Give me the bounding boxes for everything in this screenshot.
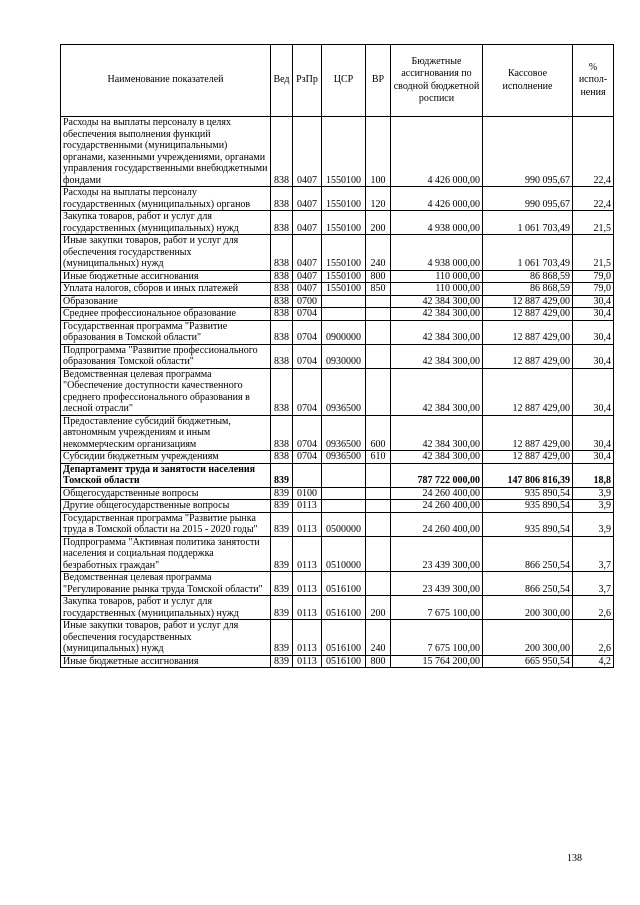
row-percent-cell: 2,6 — [573, 620, 614, 656]
row-csr-cell: 0930000 — [322, 344, 366, 368]
row-rzpr-cell: 0113 — [293, 572, 322, 596]
row-budget-cell: 24 260 400,00 — [391, 512, 483, 536]
row-ved-cell: 839 — [271, 512, 293, 536]
row-csr-cell: 1550100 — [322, 187, 366, 211]
row-csr-cell — [322, 295, 366, 308]
row-csr-cell: 0936500 — [322, 451, 366, 464]
row-vr-cell — [366, 368, 391, 415]
row-rzpr-cell: 0704 — [293, 308, 322, 321]
table-row — [61, 211, 614, 235]
row-rzpr-cell: 0407 — [293, 117, 322, 187]
row-cash-cell: 866 250,54 — [483, 572, 573, 596]
row-budget-cell: 42 384 300,00 — [391, 320, 483, 344]
row-budget-cell: 23 439 300,00 — [391, 536, 483, 572]
row-vr-cell — [366, 500, 391, 513]
row-percent-cell: 30,4 — [573, 415, 614, 451]
row-rzpr-cell: 0704 — [293, 415, 322, 451]
header-name: Наименование показателей — [61, 45, 271, 117]
row-rzpr-cell: 0407 — [293, 187, 322, 211]
row-rzpr-cell: 0704 — [293, 344, 322, 368]
row-ved-cell: 838 — [271, 187, 293, 211]
row-ved-cell: 838 — [271, 283, 293, 296]
row-name-cell: Департамент труда и занятости населения Томской области — [61, 463, 271, 487]
row-vr-cell — [366, 512, 391, 536]
budget-table-container — [60, 44, 613, 668]
header-row — [61, 45, 614, 117]
row-csr-cell: 1550100 — [322, 211, 366, 235]
row-percent-cell: 30,4 — [573, 320, 614, 344]
row-vr-cell: 800 — [366, 270, 391, 283]
table-row — [61, 512, 614, 536]
table-row — [61, 463, 614, 487]
row-name-cell: Ведомственная целевая программа "Обеспечение доступности качественного среднего профессионального образования в лесной отрасли" — [61, 368, 271, 415]
row-budget-cell: 15 764 200,00 — [391, 655, 483, 668]
row-percent-cell: 3,9 — [573, 487, 614, 500]
row-vr-cell: 600 — [366, 415, 391, 451]
row-budget-cell: 4 426 000,00 — [391, 187, 483, 211]
row-percent-cell: 30,4 — [573, 344, 614, 368]
row-name-cell: Государственная программа "Развитие рынка труда в Томской области на 2015 - 2020 годы" — [61, 512, 271, 536]
row-csr-cell — [322, 463, 366, 487]
row-cash-cell: 1 061 703,49 — [483, 211, 573, 235]
table-row — [61, 500, 614, 513]
row-percent-cell: 3,7 — [573, 572, 614, 596]
row-percent-cell: 2,6 — [573, 596, 614, 620]
row-cash-cell: 12 887 429,00 — [483, 308, 573, 321]
row-name-cell: Иные закупки товаров, работ и услуг для обеспечения государственных (муниципальных) нужд — [61, 620, 271, 656]
row-rzpr-cell — [293, 463, 322, 487]
row-name-cell: Расходы на выплаты персоналу государственных (муниципальных) органов — [61, 187, 271, 211]
header-csr: ЦСР — [322, 45, 366, 117]
row-rzpr-cell: 0407 — [293, 283, 322, 296]
row-name-cell: Расходы на выплаты персоналу в целях обеспечения выполнения функций государственными (муниципальными) органами, казенными учреждениями, органами управления государственными внебюджетными фондами — [61, 117, 271, 187]
row-cash-cell: 665 950,54 — [483, 655, 573, 668]
row-percent-cell: 21,5 — [573, 211, 614, 235]
row-cash-cell: 935 890,54 — [483, 512, 573, 536]
row-csr-cell: 1550100 — [322, 270, 366, 283]
row-vr-cell: 200 — [366, 596, 391, 620]
row-budget-cell: 4 938 000,00 — [391, 235, 483, 271]
row-rzpr-cell: 0704 — [293, 451, 322, 464]
table-row — [61, 308, 614, 321]
row-ved-cell: 838 — [271, 308, 293, 321]
row-name-cell: Подпрограмма "Развитие профессионального образования Томской области" — [61, 344, 271, 368]
row-name-cell: Общегосударственные вопросы — [61, 487, 271, 500]
row-name-cell: Образование — [61, 295, 271, 308]
row-vr-cell — [366, 487, 391, 500]
table-row — [61, 451, 614, 464]
row-csr-cell — [322, 487, 366, 500]
row-percent-cell: 79,0 — [573, 283, 614, 296]
row-csr-cell: 1550100 — [322, 117, 366, 187]
row-csr-cell: 0516100 — [322, 596, 366, 620]
row-ved-cell: 839 — [271, 463, 293, 487]
row-csr-cell: 0900000 — [322, 320, 366, 344]
table-row — [61, 620, 614, 656]
row-cash-cell: 86 868,59 — [483, 283, 573, 296]
row-budget-cell: 42 384 300,00 — [391, 415, 483, 451]
row-name-cell: Ведомственная целевая программа "Регулирование рынка труда Томской области" — [61, 572, 271, 596]
row-cash-cell: 990 095,67 — [483, 117, 573, 187]
row-name-cell: Иные закупки товаров, работ и услуг для обеспечения государственных (муниципальных) нужд — [61, 235, 271, 271]
row-cash-cell: 147 806 816,39 — [483, 463, 573, 487]
row-rzpr-cell: 0704 — [293, 320, 322, 344]
row-name-cell: Иные бюджетные ассигнования — [61, 270, 271, 283]
page-number: 138 — [567, 853, 582, 864]
row-csr-cell — [322, 308, 366, 321]
row-ved-cell: 839 — [271, 572, 293, 596]
header-vr: ВР — [366, 45, 391, 117]
table-row — [61, 283, 614, 296]
row-budget-cell: 42 384 300,00 — [391, 368, 483, 415]
row-percent-cell: 30,4 — [573, 308, 614, 321]
header-cash-execution: Кассовое исполнение — [483, 45, 573, 117]
row-percent-cell: 18,8 — [573, 463, 614, 487]
table-row — [61, 572, 614, 596]
row-rzpr-cell: 0407 — [293, 211, 322, 235]
row-vr-cell: 800 — [366, 655, 391, 668]
row-ved-cell: 839 — [271, 655, 293, 668]
row-budget-cell: 110 000,00 — [391, 270, 483, 283]
row-rzpr-cell: 0407 — [293, 270, 322, 283]
row-ved-cell: 838 — [271, 117, 293, 187]
row-ved-cell: 839 — [271, 536, 293, 572]
row-ved-cell: 838 — [271, 235, 293, 271]
row-vr-cell — [366, 536, 391, 572]
table-row — [61, 295, 614, 308]
header-execution-percent: % испол-нения — [573, 45, 614, 117]
table-row — [61, 415, 614, 451]
row-vr-cell — [366, 344, 391, 368]
table-row — [61, 235, 614, 271]
row-cash-cell: 935 890,54 — [483, 500, 573, 513]
row-name-cell: Среднее профессиональное образование — [61, 308, 271, 321]
row-csr-cell: 0516100 — [322, 620, 366, 656]
row-budget-cell: 42 384 300,00 — [391, 308, 483, 321]
row-cash-cell: 1 061 703,49 — [483, 235, 573, 271]
row-csr-cell: 0500000 — [322, 512, 366, 536]
row-percent-cell: 79,0 — [573, 270, 614, 283]
row-budget-cell: 110 000,00 — [391, 283, 483, 296]
row-rzpr-cell: 0113 — [293, 620, 322, 656]
row-rzpr-cell: 0704 — [293, 368, 322, 415]
row-budget-cell: 42 384 300,00 — [391, 451, 483, 464]
row-percent-cell: 22,4 — [573, 187, 614, 211]
row-percent-cell: 21,5 — [573, 235, 614, 271]
row-name-cell: Другие общегосударственные вопросы — [61, 500, 271, 513]
row-vr-cell: 240 — [366, 235, 391, 271]
row-vr-cell: 850 — [366, 283, 391, 296]
row-ved-cell: 838 — [271, 368, 293, 415]
row-ved-cell: 838 — [271, 344, 293, 368]
row-csr-cell: 0516100 — [322, 572, 366, 596]
table-row — [61, 270, 614, 283]
table-row — [61, 344, 614, 368]
row-cash-cell: 200 300,00 — [483, 596, 573, 620]
row-ved-cell: 838 — [271, 320, 293, 344]
table-row — [61, 536, 614, 572]
row-ved-cell: 838 — [271, 415, 293, 451]
row-cash-cell: 866 250,54 — [483, 536, 573, 572]
row-rzpr-cell: 0113 — [293, 536, 322, 572]
row-csr-cell: 0936500 — [322, 368, 366, 415]
row-cash-cell: 12 887 429,00 — [483, 295, 573, 308]
row-budget-cell: 24 260 400,00 — [391, 487, 483, 500]
row-vr-cell — [366, 320, 391, 344]
row-rzpr-cell: 0407 — [293, 235, 322, 271]
row-vr-cell: 120 — [366, 187, 391, 211]
row-ved-cell: 838 — [271, 451, 293, 464]
row-vr-cell: 200 — [366, 211, 391, 235]
row-csr-cell: 0516100 — [322, 655, 366, 668]
row-vr-cell: 610 — [366, 451, 391, 464]
row-name-cell: Подпрограмма "Активная политика занятости населения и социальная поддержка безработных граждан" — [61, 536, 271, 572]
row-budget-cell: 23 439 300,00 — [391, 572, 483, 596]
row-ved-cell: 839 — [271, 620, 293, 656]
row-cash-cell: 12 887 429,00 — [483, 368, 573, 415]
row-rzpr-cell: 0700 — [293, 295, 322, 308]
row-csr-cell — [322, 500, 366, 513]
row-percent-cell: 3,9 — [573, 500, 614, 513]
table-body — [61, 117, 614, 668]
row-ved-cell: 839 — [271, 500, 293, 513]
row-vr-cell: 240 — [366, 620, 391, 656]
row-name-cell: Закупка товаров, работ и услуг для государственных (муниципальных) нужд — [61, 596, 271, 620]
row-cash-cell: 12 887 429,00 — [483, 415, 573, 451]
row-ved-cell: 838 — [271, 270, 293, 283]
row-csr-cell: 0936500 — [322, 415, 366, 451]
row-name-cell: Иные бюджетные ассигнования — [61, 655, 271, 668]
header-budget-allocations: Бюджетные ассигнования по сводной бюджетной росписи — [391, 45, 483, 117]
row-vr-cell — [366, 463, 391, 487]
row-percent-cell: 3,9 — [573, 512, 614, 536]
row-cash-cell: 12 887 429,00 — [483, 451, 573, 464]
row-csr-cell: 1550100 — [322, 283, 366, 296]
row-budget-cell: 42 384 300,00 — [391, 344, 483, 368]
row-budget-cell: 24 260 400,00 — [391, 500, 483, 513]
row-rzpr-cell: 0113 — [293, 512, 322, 536]
table-row — [61, 655, 614, 668]
row-rzpr-cell: 0113 — [293, 596, 322, 620]
row-rzpr-cell: 0100 — [293, 487, 322, 500]
row-rzpr-cell: 0113 — [293, 655, 322, 668]
row-vr-cell: 100 — [366, 117, 391, 187]
table-row — [61, 117, 614, 187]
row-budget-cell: 42 384 300,00 — [391, 295, 483, 308]
row-name-cell: Закупка товаров, работ и услуг для государственных (муниципальных) нужд — [61, 211, 271, 235]
row-ved-cell: 839 — [271, 596, 293, 620]
row-cash-cell: 990 095,67 — [483, 187, 573, 211]
row-cash-cell: 12 887 429,00 — [483, 344, 573, 368]
row-budget-cell: 7 675 100,00 — [391, 596, 483, 620]
row-budget-cell: 4 426 000,00 — [391, 117, 483, 187]
row-name-cell: Субсидии бюджетным учреждениям — [61, 451, 271, 464]
table-row — [61, 320, 614, 344]
row-percent-cell: 30,4 — [573, 368, 614, 415]
row-rzpr-cell: 0113 — [293, 500, 322, 513]
row-name-cell: Уплата налогов, сборов и иных платежей — [61, 283, 271, 296]
row-cash-cell: 200 300,00 — [483, 620, 573, 656]
row-percent-cell: 3,7 — [573, 536, 614, 572]
row-cash-cell: 86 868,59 — [483, 270, 573, 283]
budget-table — [60, 44, 614, 668]
row-cash-cell: 12 887 429,00 — [483, 320, 573, 344]
table-row — [61, 487, 614, 500]
row-percent-cell: 30,4 — [573, 451, 614, 464]
row-vr-cell — [366, 295, 391, 308]
row-percent-cell: 30,4 — [573, 295, 614, 308]
row-csr-cell: 1550100 — [322, 235, 366, 271]
row-ved-cell: 839 — [271, 487, 293, 500]
row-percent-cell: 4,2 — [573, 655, 614, 668]
row-budget-cell: 787 722 000,00 — [391, 463, 483, 487]
row-cash-cell: 935 890,54 — [483, 487, 573, 500]
header-rzpr: РзПр — [293, 45, 322, 117]
table-row — [61, 596, 614, 620]
header-ved: Вед — [271, 45, 293, 117]
row-budget-cell: 7 675 100,00 — [391, 620, 483, 656]
row-name-cell: Государственная программа "Развитие образования в Томской области" — [61, 320, 271, 344]
row-percent-cell: 22,4 — [573, 117, 614, 187]
row-name-cell: Предоставление субсидий бюджетным, автономным учреждениям и иным некоммерческим организациям — [61, 415, 271, 451]
row-vr-cell — [366, 572, 391, 596]
table-row — [61, 187, 614, 211]
row-ved-cell: 838 — [271, 295, 293, 308]
row-csr-cell: 0510000 — [322, 536, 366, 572]
row-vr-cell — [366, 308, 391, 321]
row-budget-cell: 4 938 000,00 — [391, 211, 483, 235]
table-row — [61, 368, 614, 415]
row-ved-cell: 838 — [271, 211, 293, 235]
